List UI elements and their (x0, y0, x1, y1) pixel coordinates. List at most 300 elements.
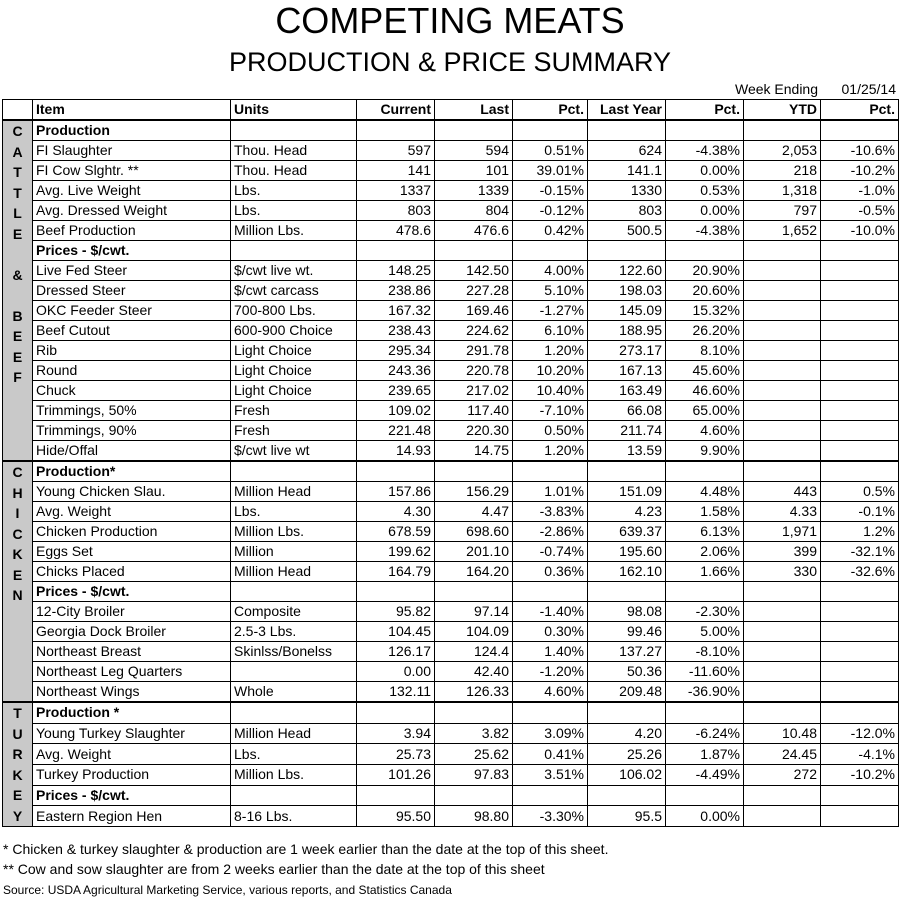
cell-pct-year: 0.00% (666, 806, 744, 827)
cell-current: 199.62 (357, 542, 435, 562)
cell-pct-year: 45.60% (666, 361, 744, 381)
cell-pct-week: 0.30% (513, 622, 588, 642)
cell-pct-ytd (821, 662, 899, 682)
side-letter (6, 244, 29, 265)
cell-ytd: 797 (744, 201, 821, 221)
cell-pct-year: 4.60% (666, 421, 744, 441)
empty-cell (513, 785, 588, 806)
empty-cell (588, 785, 666, 806)
header-pct-ytd: Pct. (821, 100, 899, 121)
cell-ytd (744, 321, 821, 341)
cell-current: 148.25 (357, 261, 435, 281)
side-letter: Y (12, 807, 23, 824)
chicken-prices-header: Prices - $/cwt. (33, 582, 231, 602)
empty-cell (357, 120, 435, 141)
side-letter: T (13, 184, 22, 201)
cell-last: 104.09 (435, 622, 513, 642)
cattle-production-header: Production (33, 120, 231, 141)
cell-last: 42.40 (435, 662, 513, 682)
empty-cell (821, 120, 899, 141)
cell-pct-year: 26.20% (666, 321, 744, 341)
cell-pct-week: 1.01% (513, 482, 588, 502)
cell-item: Beef Cutout (33, 321, 231, 341)
cell-pct-year: 1.66% (666, 562, 744, 582)
cell-last: 217.02 (435, 381, 513, 401)
empty-cell (821, 461, 899, 482)
cattle-table-row (3, 261, 899, 281)
empty-cell (435, 702, 513, 723)
cell-last-year: 209.48 (588, 682, 666, 703)
page-title: COMPETING MEATS (275, 0, 625, 41)
chicken-table-row (3, 542, 899, 562)
cell-last: 227.28 (435, 281, 513, 301)
cell-pct-ytd (821, 622, 899, 642)
cell-item: Hide/Offal (33, 441, 231, 462)
cell-current: 95.82 (357, 602, 435, 622)
cell-pct-week: 6.10% (513, 321, 588, 341)
cell-units: $/cwt live wt (231, 441, 357, 462)
cell-current: 164.79 (357, 562, 435, 582)
cell-pct-week: 0.41% (513, 744, 588, 765)
cell-last-year: 162.10 (588, 562, 666, 582)
cell-units: Fresh (231, 421, 357, 441)
cell-pct-ytd (821, 381, 899, 401)
empty-cell (821, 702, 899, 723)
empty-cell (231, 582, 357, 602)
cell-ytd (744, 441, 821, 462)
cell-last-year: 95.5 (588, 806, 666, 827)
cell-pct-year: -11.60% (666, 662, 744, 682)
cell-item: Round (33, 361, 231, 381)
cell-last-year: 163.49 (588, 381, 666, 401)
turkey-table-row (3, 806, 899, 827)
cell-last: 97.14 (435, 602, 513, 622)
cell-item: Avg. Live Weight (33, 181, 231, 201)
cattle-table-row (3, 181, 899, 201)
cell-last-year: 4.20 (588, 723, 666, 744)
empty-cell (357, 241, 435, 261)
cell-current: 167.32 (357, 301, 435, 321)
cell-last-year: 137.27 (588, 642, 666, 662)
cell-last: 169.46 (435, 301, 513, 321)
cell-ytd (744, 662, 821, 682)
cell-pct-week: -0.74% (513, 542, 588, 562)
page-subtitle: PRODUCTION & PRICE SUMMARY (228, 47, 672, 77)
cell-last-year: 98.08 (588, 602, 666, 622)
cell-current: 132.11 (357, 682, 435, 703)
cell-last-year: 198.03 (588, 281, 666, 301)
cell-last: 25.62 (435, 744, 513, 765)
cell-pct-year: 46.60% (666, 381, 744, 401)
cell-last: 98.80 (435, 806, 513, 827)
cell-ytd (744, 261, 821, 281)
side-letter: C (12, 464, 23, 480)
cell-last: 291.78 (435, 341, 513, 361)
cell-last: 220.78 (435, 361, 513, 381)
cell-pct-week: -3.83% (513, 502, 588, 522)
empty-cell (588, 461, 666, 482)
chicken-table-row (3, 562, 899, 582)
cattle-table-row (3, 401, 899, 421)
cell-item: Northeast Breast (33, 642, 231, 662)
cell-units: 2.5-3 Lbs. (231, 622, 357, 642)
cell-item: Eastern Region Hen (33, 806, 231, 827)
side-letter: E (12, 348, 23, 365)
cell-last-year: 151.09 (588, 482, 666, 502)
empty-cell (435, 582, 513, 602)
cattle-table-row (3, 321, 899, 341)
empty-cell (231, 785, 357, 806)
cell-current: 678.59 (357, 522, 435, 542)
cell-ytd (744, 401, 821, 421)
empty-cell (744, 120, 821, 141)
cell-last-year: 145.09 (588, 301, 666, 321)
cell-pct-week: -7.10% (513, 401, 588, 421)
cell-current: 126.17 (357, 642, 435, 662)
cell-pct-ytd (821, 421, 899, 441)
cell-pct-week: 0.36% (513, 562, 588, 582)
cell-pct-week: 1.20% (513, 441, 588, 462)
cell-current: 1337 (357, 181, 435, 201)
cell-units: $/cwt live wt. (231, 261, 357, 281)
cell-pct-ytd: -12.0% (821, 723, 899, 744)
header-corner (3, 100, 33, 121)
cell-pct-week: 10.40% (513, 381, 588, 401)
header-current: Current (357, 100, 435, 121)
cell-units: 600-900 Choice (231, 321, 357, 341)
cell-pct-week: -2.86% (513, 522, 588, 542)
header-pct-week: Pct. (513, 100, 588, 121)
cell-pct-week: -3.30% (513, 806, 588, 827)
cell-pct-year: 0.53% (666, 181, 744, 201)
turkey-prices-header: Prices - $/cwt. (33, 785, 231, 806)
empty-cell (588, 120, 666, 141)
cell-last: 1339 (435, 181, 513, 201)
cell-pct-year: 0.00% (666, 161, 744, 181)
cell-item: Northeast Leg Quarters (33, 662, 231, 682)
cell-current: 14.93 (357, 441, 435, 462)
cell-last: 117.40 (435, 401, 513, 421)
empty-cell (513, 582, 588, 602)
cell-ytd: 2,053 (744, 141, 821, 161)
chicken-table-row (3, 682, 899, 703)
cell-last-year: 50.36 (588, 662, 666, 682)
source-note: Source: USDA Agricultural Marketing Service, various reports, and Statistics Canada (3, 883, 452, 897)
cell-pct-year: -4.38% (666, 221, 744, 241)
cell-item: Trimmings, 90% (33, 421, 231, 441)
empty-cell (231, 702, 357, 723)
cell-units: Light Choice (231, 381, 357, 401)
cell-current: 295.34 (357, 341, 435, 361)
side-letter: B (12, 307, 23, 324)
cell-item: Young Turkey Slaughter (33, 723, 231, 744)
cell-last: 124.4 (435, 642, 513, 662)
side-letter: E (12, 225, 23, 242)
cell-last-year: 803 (588, 201, 666, 221)
header-ytd: YTD (744, 100, 821, 121)
cell-current: 0.00 (357, 662, 435, 682)
cell-pct-week: -1.27% (513, 301, 588, 321)
cell-pct-ytd (821, 806, 899, 827)
empty-cell (666, 785, 744, 806)
cell-ytd: 443 (744, 482, 821, 502)
cell-item: Turkey Production (33, 764, 231, 785)
cell-pct-year: 9.90% (666, 441, 744, 462)
empty-cell (666, 241, 744, 261)
cell-units: Light Choice (231, 361, 357, 381)
cell-item: Trimmings, 50% (33, 401, 231, 421)
empty-cell (357, 702, 435, 723)
cell-current: 803 (357, 201, 435, 221)
cell-ytd (744, 682, 821, 703)
cell-current: 141 (357, 161, 435, 181)
empty-cell (744, 461, 821, 482)
cell-pct-year: 5.00% (666, 622, 744, 642)
cell-ytd (744, 642, 821, 662)
cell-current: 238.86 (357, 281, 435, 301)
cell-pct-ytd (821, 642, 899, 662)
cell-ytd: 4.33 (744, 502, 821, 522)
cell-pct-year: -8.10% (666, 642, 744, 662)
cell-current: 221.48 (357, 421, 435, 441)
cell-pct-ytd (821, 401, 899, 421)
header-units: Units (231, 100, 357, 121)
summary-table (2, 99, 899, 827)
cattle-table-row (3, 421, 899, 441)
cell-pct-ytd: -1.0% (821, 181, 899, 201)
cell-ytd: 272 (744, 764, 821, 785)
cell-pct-week: 0.42% (513, 221, 588, 241)
cell-units: Thou. Head (231, 141, 357, 161)
cell-pct-ytd: -0.5% (821, 201, 899, 221)
cell-current: 25.73 (357, 744, 435, 765)
cell-item: Northeast Wings (33, 682, 231, 703)
empty-cell (231, 461, 357, 482)
cell-units: Million (231, 542, 357, 562)
cell-ytd (744, 301, 821, 321)
cell-last: 142.50 (435, 261, 513, 281)
cell-pct-ytd: -0.1% (821, 502, 899, 522)
empty-cell (231, 241, 357, 261)
cell-pct-year: 65.00% (666, 401, 744, 421)
cell-item: Avg. Weight (33, 502, 231, 522)
cell-ytd (744, 602, 821, 622)
chicken-side-label (3, 461, 33, 702)
cell-units: Lbs. (231, 181, 357, 201)
chicken-table-row (3, 602, 899, 622)
cell-last-year: 211.74 (588, 421, 666, 441)
turkey-table-row (3, 764, 899, 785)
cell-item: Avg. Dressed Weight (33, 201, 231, 221)
cattle-table-row (3, 281, 899, 301)
cell-item: Chicks Placed (33, 562, 231, 582)
cell-ytd: 330 (744, 562, 821, 582)
cell-ytd: 1,652 (744, 221, 821, 241)
side-letter: N (12, 587, 23, 603)
cell-units: Million Lbs. (231, 221, 357, 241)
side-letter: H (12, 484, 23, 501)
cell-units: Lbs. (231, 201, 357, 221)
cell-pct-year: -4.49% (666, 764, 744, 785)
empty-cell (821, 241, 899, 261)
cell-item: FI Slaughter (33, 141, 231, 161)
cell-pct-week: 39.01% (513, 161, 588, 181)
side-letter: L (13, 205, 22, 221)
cell-ytd (744, 281, 821, 301)
cell-pct-week: 0.50% (513, 421, 588, 441)
cell-units: Million Head (231, 562, 357, 582)
cell-pct-ytd: -4.1% (821, 744, 899, 765)
cell-last: 4.47 (435, 502, 513, 522)
cell-last-year: 106.02 (588, 764, 666, 785)
cell-last-year: 141.1 (588, 161, 666, 181)
cell-item: Dressed Steer (33, 281, 231, 301)
cell-pct-year: 6.13% (666, 522, 744, 542)
cell-last: 101 (435, 161, 513, 181)
cell-current: 243.36 (357, 361, 435, 381)
cell-item: Young Chicken Slau. (33, 482, 231, 502)
cell-units: Whole (231, 682, 357, 703)
side-letter (6, 285, 29, 306)
cell-pct-year: -4.38% (666, 141, 744, 161)
empty-cell (435, 461, 513, 482)
cell-pct-ytd: -32.1% (821, 542, 899, 562)
cell-units: Lbs. (231, 744, 357, 765)
empty-cell (435, 241, 513, 261)
cell-ytd: 1,318 (744, 181, 821, 201)
cell-last: 476.6 (435, 221, 513, 241)
cell-ytd (744, 806, 821, 827)
cell-current: 239.65 (357, 381, 435, 401)
cattle-table-row (3, 341, 899, 361)
side-letter: I (15, 505, 20, 521)
chicken-table-row (3, 502, 899, 522)
cattle-table-row (3, 161, 899, 181)
cell-pct-year: 4.48% (666, 482, 744, 502)
chicken-table-row (3, 622, 899, 642)
footnote-1: * Chicken & turkey slaughter & production are 1 week earlier than the date at the top of this sheet. (3, 841, 609, 857)
cell-ytd (744, 361, 821, 381)
cell-item: Live Fed Steer (33, 261, 231, 281)
side-letter: R (12, 746, 23, 762)
empty-cell (588, 582, 666, 602)
cell-pct-year: -36.90% (666, 682, 744, 703)
cell-current: 109.02 (357, 401, 435, 421)
cell-ytd: 10.48 (744, 723, 821, 744)
empty-cell (744, 582, 821, 602)
cell-current: 238.43 (357, 321, 435, 341)
cell-current: 4.30 (357, 502, 435, 522)
chicken-table-row (3, 642, 899, 662)
cell-ytd: 399 (744, 542, 821, 562)
cell-last-year: 639.37 (588, 522, 666, 542)
side-letter: E (12, 566, 23, 583)
cell-units: Composite (231, 602, 357, 622)
turkey-table-row (3, 744, 899, 765)
chicken-table-row (3, 482, 899, 502)
cell-ytd (744, 622, 821, 642)
cell-item: Chicken Production (33, 522, 231, 542)
footnote-2: ** Cow and sow slaughter are from 2 weeks earlier than the date at the top of this sheet (3, 861, 545, 877)
cell-pct-ytd: -10.2% (821, 161, 899, 181)
cattle-table-row (3, 381, 899, 401)
cell-current: 157.86 (357, 482, 435, 502)
empty-cell (821, 582, 899, 602)
side-letter: A (12, 143, 23, 160)
cell-last-year: 500.5 (588, 221, 666, 241)
cell-pct-ytd: 1.2% (821, 522, 899, 542)
side-letter: E (12, 328, 23, 344)
cell-last-year: 167.13 (588, 361, 666, 381)
empty-cell (357, 461, 435, 482)
empty-cell (588, 702, 666, 723)
cell-last-year: 25.26 (588, 744, 666, 765)
cell-pct-week: 3.09% (513, 723, 588, 744)
cell-pct-ytd: -10.6% (821, 141, 899, 161)
week-ending-label: Week Ending (734, 81, 818, 97)
cell-pct-week: 4.00% (513, 261, 588, 281)
header-last: Last (435, 100, 513, 121)
cell-units: Million Lbs. (231, 522, 357, 542)
cell-last: 220.30 (435, 421, 513, 441)
header-row (3, 100, 899, 121)
cell-last: 3.82 (435, 723, 513, 744)
cell-pct-year: -6.24% (666, 723, 744, 744)
side-letter: K (12, 766, 23, 783)
cell-pct-ytd (821, 301, 899, 321)
chicken-table-row (3, 662, 899, 682)
side-letter: & (12, 266, 23, 283)
cell-pct-ytd: 0.5% (821, 482, 899, 502)
cell-last-year: 99.46 (588, 622, 666, 642)
cell-current: 101.26 (357, 764, 435, 785)
cattle-side-label (3, 120, 33, 461)
cell-ytd: 218 (744, 161, 821, 181)
cell-ytd: 1,971 (744, 522, 821, 542)
cell-pct-week: 0.51% (513, 141, 588, 161)
cell-ytd: 24.45 (744, 744, 821, 765)
cell-last: 156.29 (435, 482, 513, 502)
empty-cell (666, 461, 744, 482)
cell-ytd (744, 381, 821, 401)
cell-item: Georgia Dock Broiler (33, 622, 231, 642)
cell-item: Beef Production (33, 221, 231, 241)
cell-pct-year: 1.58% (666, 502, 744, 522)
cell-pct-week: -0.15% (513, 181, 588, 201)
cell-current: 3.94 (357, 723, 435, 744)
chicken-table-row (3, 522, 899, 542)
cell-current: 95.50 (357, 806, 435, 827)
empty-cell (435, 785, 513, 806)
cell-units: Skinlss/Bonelss (231, 642, 357, 662)
cell-last-year: 273.17 (588, 341, 666, 361)
cell-pct-year: 20.90% (666, 261, 744, 281)
cell-pct-year: 2.06% (666, 542, 744, 562)
cell-current: 478.6 (357, 221, 435, 241)
empty-cell (357, 785, 435, 806)
cell-pct-ytd (821, 281, 899, 301)
cell-item: Eggs Set (33, 542, 231, 562)
cell-pct-ytd (821, 261, 899, 281)
cell-pct-ytd: -10.2% (821, 764, 899, 785)
cell-ytd (744, 421, 821, 441)
cattle-table-row (3, 221, 899, 241)
cell-pct-ytd (821, 321, 899, 341)
empty-cell (513, 241, 588, 261)
turkey-table-row (3, 723, 899, 744)
cell-pct-week: 4.60% (513, 682, 588, 703)
cell-pct-ytd: -32.6% (821, 562, 899, 582)
